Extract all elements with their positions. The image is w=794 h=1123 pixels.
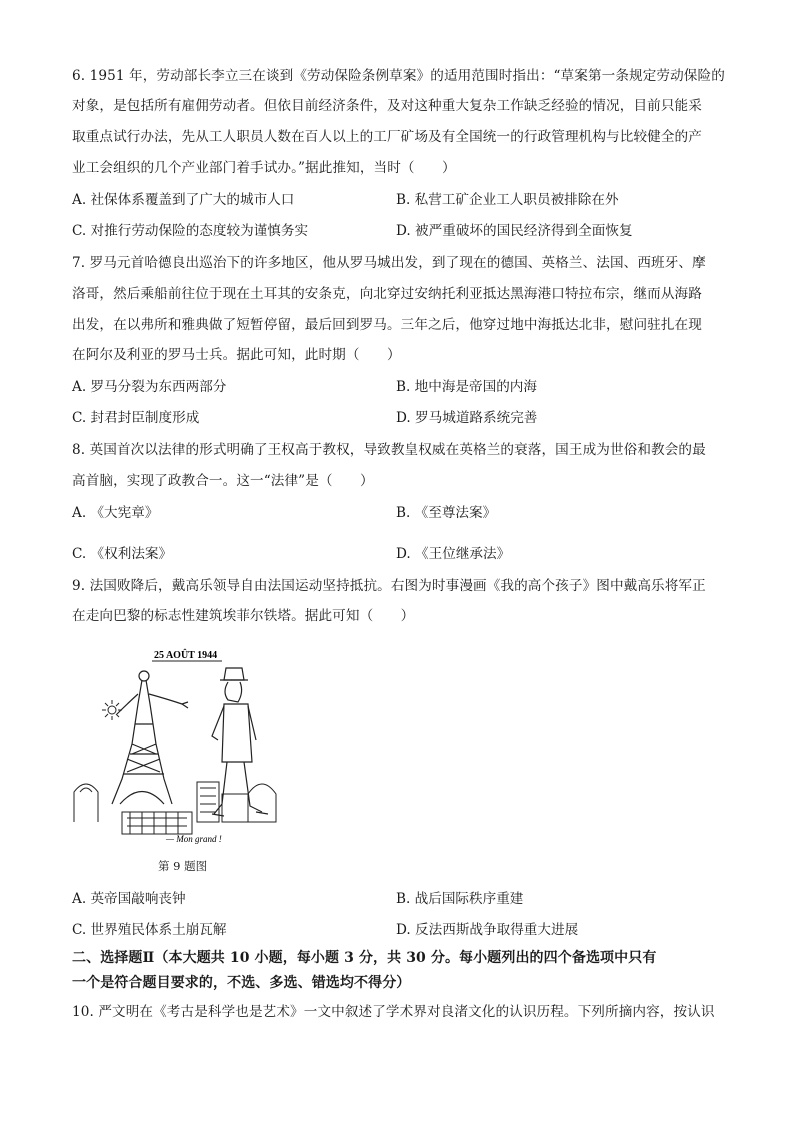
q7-option-d: D. 罗马城道路系统完善	[396, 410, 538, 426]
cartoon-caption-handwritten: — Mon grand !	[166, 834, 222, 844]
q9-option-a: A. 英帝国敲响丧钟	[72, 891, 186, 907]
q10-stem-line-1: 10. 严文明在《考古是科学也是艺术》一文中叙述了学术界对良渚文化的认识历程。下列所摘内容，按认识	[72, 1004, 715, 1020]
q9-option-d: D. 反法西斯战争取得重大进展	[396, 922, 579, 938]
q6-stem-line-2: 对象，是包括所有雇佣劳动者。但依目前经济条件，及对这种重大复杂工作缺乏经验的情况，目前只能采	[72, 98, 702, 114]
q7-stem-line-1: 7. 罗马元首哈德良出巡治下的许多地区，他从罗马城出发，到了现在的德国、英格兰、法国、西班牙、摩	[72, 255, 706, 271]
q6-option-d: D. 被严重破坏的国民经济得到全面恢复	[396, 223, 633, 239]
cartoon-date: 25 AOÛT 1944	[154, 650, 218, 661]
q7-option-c: C. 封君封臣制度形成	[72, 410, 200, 426]
q7-option-a: A. 罗马分裂为东西两部分	[72, 379, 227, 395]
eiffel-tower-drawing	[112, 671, 188, 804]
paris-skyline-drawing	[74, 782, 276, 834]
q9-figure-label: 第 9 题图	[158, 859, 208, 873]
q8-option-a: A. 《大宪章》	[72, 505, 159, 521]
q9-cartoon-figure	[72, 644, 282, 844]
q6-stem-line-3: 取重点试行办法，先从工人职员人数在百人以上的工厂矿场及有全国统一的行政管理机构与比较健全的产	[72, 129, 702, 145]
q6-option-b: B. 私营工矿企业工人职员被排除在外	[396, 192, 619, 208]
q6-option-a: A. 社保体系覆盖到了广大的城市人口	[72, 192, 295, 208]
q6-stem-line-1: 6. 1951 年，劳动部长李立三在谈到《劳动保险条例草案》的适用范围时指出：“草案第一条规定劳动保险的	[72, 68, 725, 84]
q8-option-b: B. 《至尊法案》	[396, 505, 497, 521]
cartoon-illustration	[72, 644, 282, 844]
section2-heading-line-1: 二、选择题Ⅱ（本大题共 10 小题，每小题 3 分，共 30 分。每小题列出的四个备选项中只有	[72, 950, 657, 966]
section2-heading-line-2: 一个是符合题目要求的，不选、多选、错选均不得分）	[72, 975, 411, 991]
q6-option-c: C. 对推行劳动保险的态度较为谨慎务实	[72, 223, 309, 239]
q6-stem-line-4: 业工会组织的几个产业部门着手试办。”据此推知，当时（ ）	[72, 160, 456, 176]
q9-option-b: B. 战后国际秩序重建	[396, 891, 524, 907]
q9-option-c: C. 世界殖民体系土崩瓦解	[72, 922, 227, 938]
q9-stem-line-2: 在走向巴黎的标志性建筑埃菲尔铁塔。据此可知（ ）	[72, 608, 415, 624]
q9-stem-line-1: 9. 法国败降后，戴高乐领导自由法国运动坚持抵抗。右图为时事漫画《我的高个孩子》图中戴高乐将军正	[72, 578, 706, 594]
q8-stem-line-2: 高首脑，实现了政教合一。这一“法律”是（ ）	[72, 473, 374, 489]
q8-option-c: C. 《权利法案》	[72, 546, 173, 562]
q8-stem-line-1: 8. 英国首次以法律的形式明确了王权高于教权，导致教皇权威在英格兰的衰落，国王成为世俗和教会的最	[72, 442, 706, 458]
sun-icon	[102, 700, 122, 720]
q7-stem-line-3: 出发，在以弗所和雅典做了短暂停留，最后回到罗马。三年之后，他穿过地中海抵达北非，慰问驻扎在现	[72, 317, 702, 333]
q7-stem-line-4: 在阿尔及利亚的罗马士兵。据此可知，此时期（ ）	[72, 347, 401, 363]
q8-option-d: D. 《王位继承法》	[396, 546, 511, 562]
q7-stem-line-2: 洛哥，然后乘船前往位于现在土耳其的安条克，向北穿过安纳托利亚抵达黑海港口特拉布宗，继而从海路	[72, 286, 702, 302]
q7-option-b: B. 地中海是帝国的内海	[396, 379, 537, 395]
